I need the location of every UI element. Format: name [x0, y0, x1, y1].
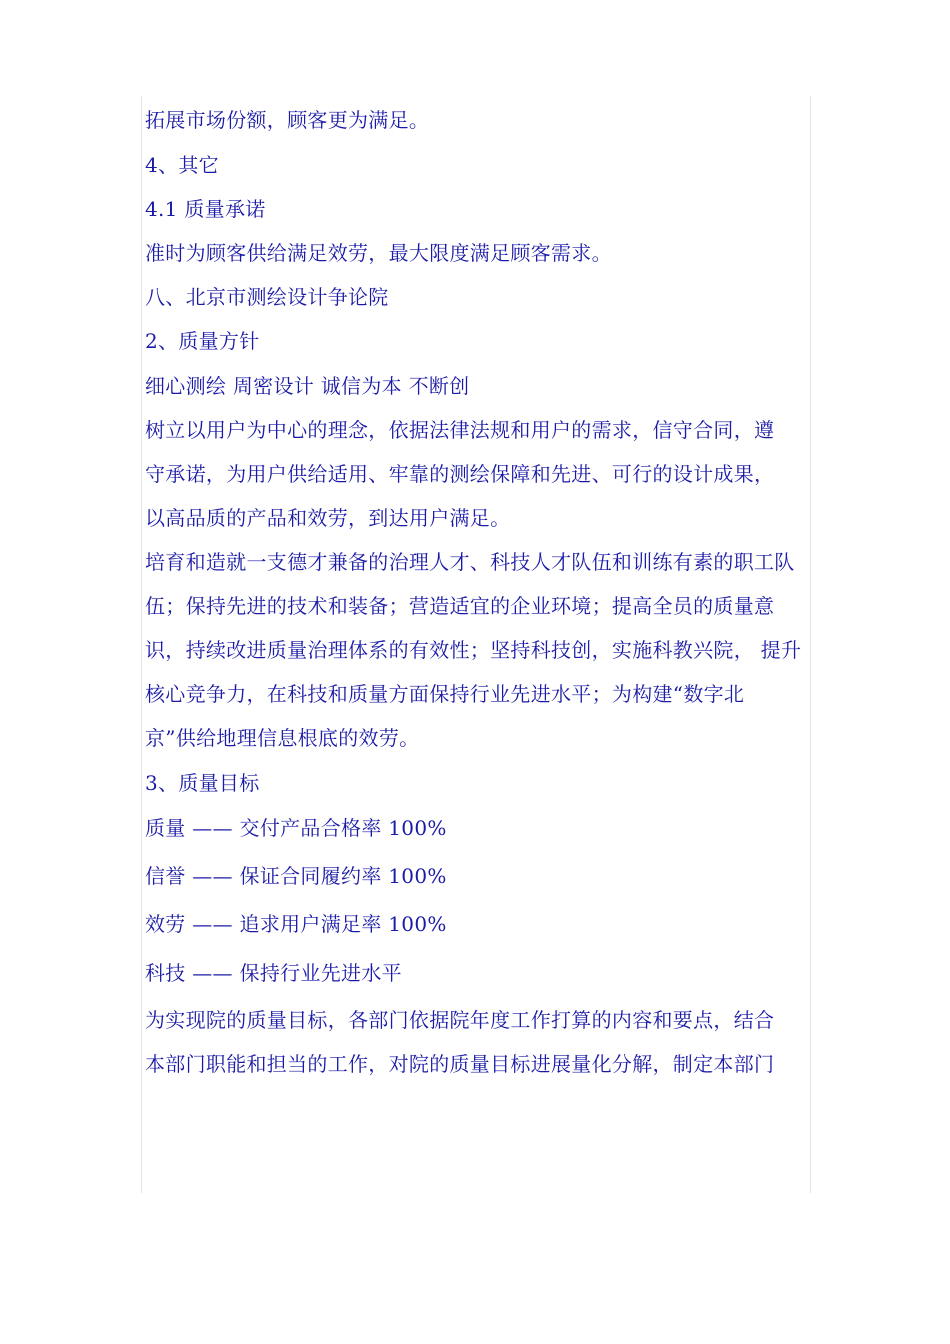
text-line: 守承诺，为用户供给适用、牢靠的测绘保障和先进、可行的设计成果， — [145, 462, 775, 486]
section-heading: 2、质量方针 — [145, 329, 260, 353]
goal-line: 科技 —— 保持行业先进水平 — [145, 961, 402, 985]
goal-line: 效劳 —— 追求用户满足率 100% — [145, 912, 447, 936]
text-line: 培育和造就一支德才兼备的治理人才、科技人才队伍和训练有素的职工队 — [145, 550, 795, 574]
text-line: 树立以用户为中心的理念，依据法律法规和用户的需求，信守合同，遵 — [145, 418, 775, 442]
section-heading: 3、质量目标 — [145, 771, 260, 795]
text-line: 拓展市场份额，顾客更为满足。 — [145, 108, 430, 132]
text-line: 以高品质的产品和效劳，到达用户满足。 — [145, 506, 511, 530]
text-line: 京”供给地理信息根底的效劳。 — [145, 726, 420, 750]
text-line: 本部门职能和担当的工作，对院的质量目标进展量化分解，制定本部门 — [145, 1052, 775, 1076]
goal-line: 信誉 —— 保证合同履约率 100% — [145, 864, 447, 888]
section-heading: 4、其它 — [145, 153, 219, 177]
text-line: 核心竞争力，在科技和质量方面保持行业先进水平；为构建“数字北 — [145, 682, 745, 706]
text-line: 准时为顾客供给满足效劳，最大限度满足顾客需求。 — [145, 241, 612, 265]
goal-line: 质量 —— 交付产品合格率 100% — [145, 816, 447, 840]
subsection-heading: 4.1 质量承诺 — [145, 197, 266, 221]
text-line: 伍；保持先进的技术和装备；营造适宜的企业环境；提高全员的质量意 — [145, 594, 775, 618]
section-heading: 八、北京市测绘设计争论院 — [145, 285, 389, 309]
text-line: 为实现院的质量目标，各部门依据院年度工作打算的内容和要点，结合 — [145, 1008, 775, 1032]
text-line: 细心测绘 周密设计 诚信为本 不断创 — [145, 374, 470, 398]
text-line: 识，持续改进质量治理体系的有效性；坚持科技创，实施科教兴院， 提升 — [145, 638, 802, 662]
